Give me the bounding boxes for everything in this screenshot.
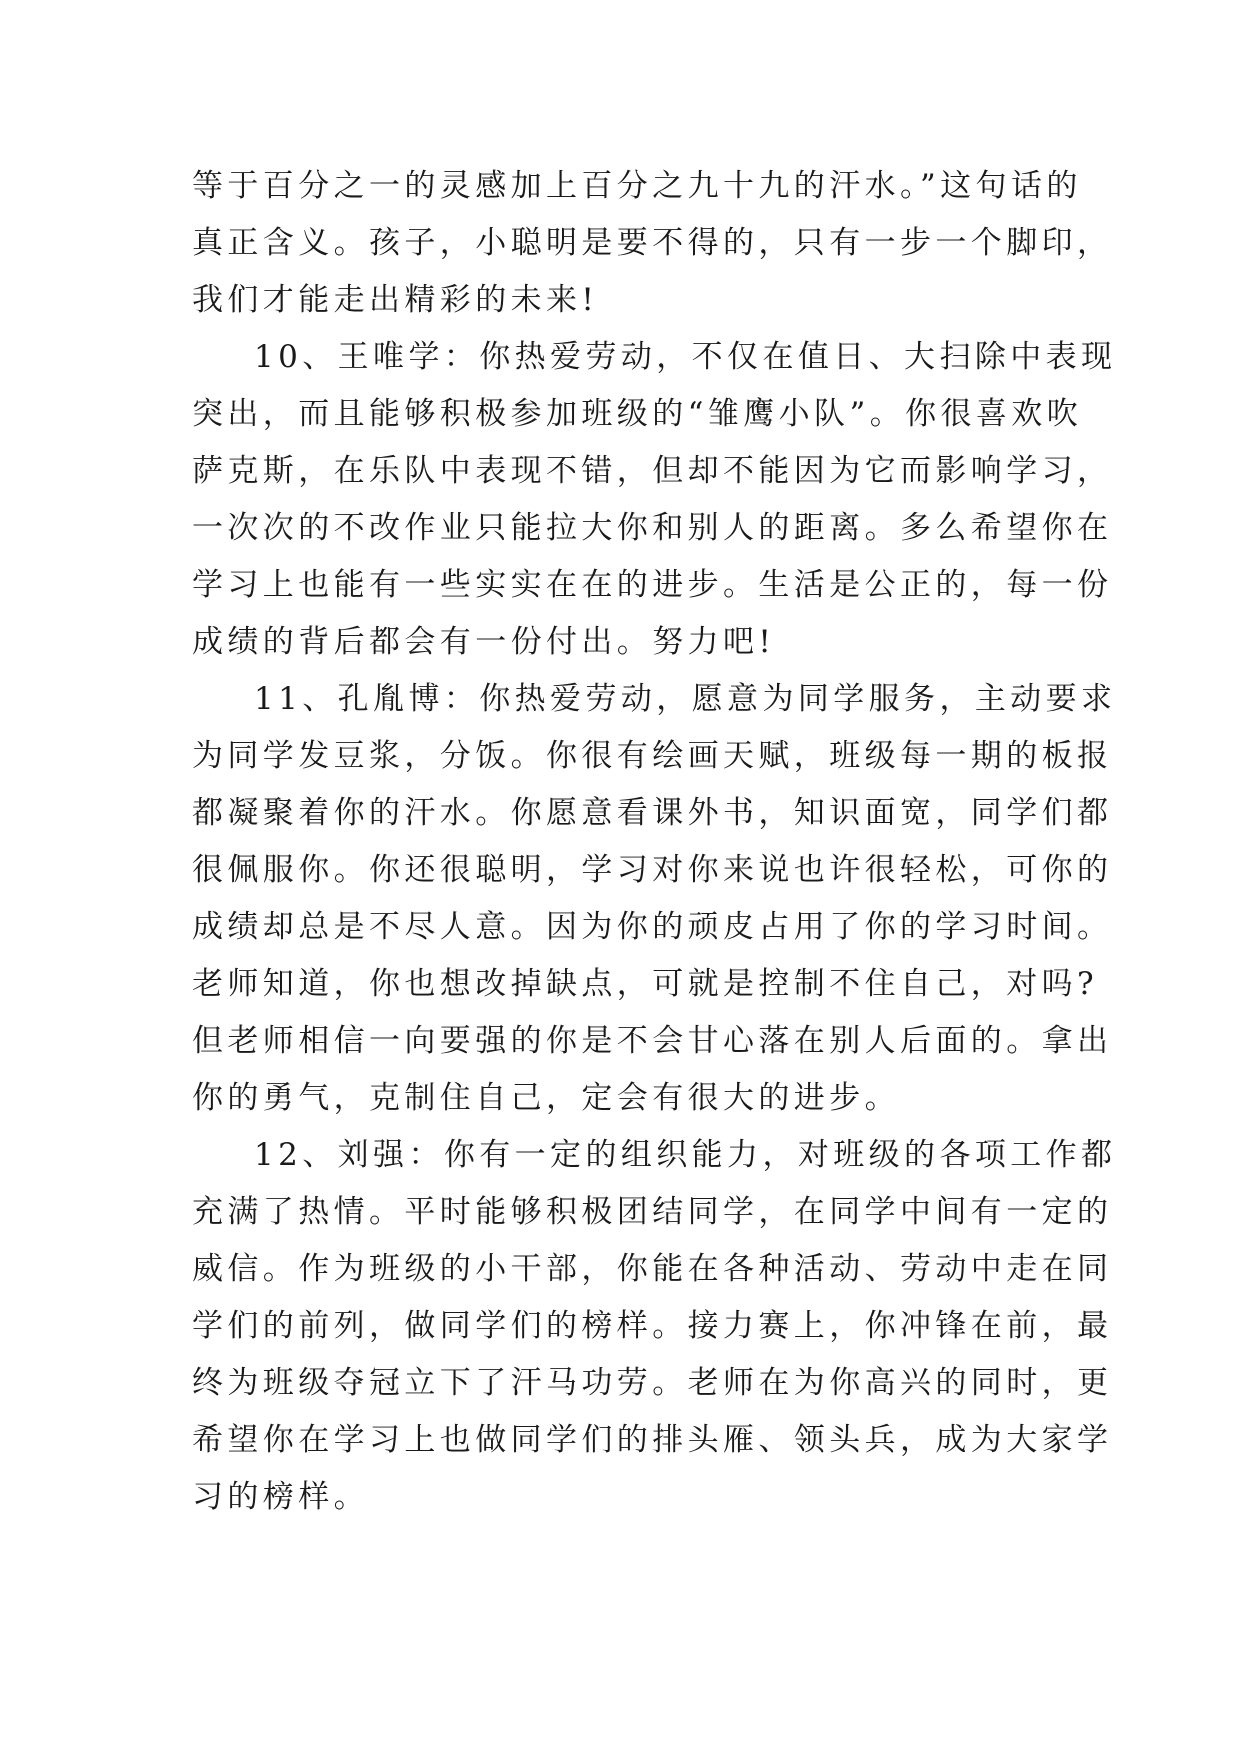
text-line: 成绩却总是不尽人意。因为你的顽皮占用了你的学习时间。 [192,909,1113,945]
text-line: 终为班级夺冠立下了汗马功劳。老师在为你高兴的同时，更 [192,1365,1113,1401]
text-line: 萨克斯，在乐队中表现不错，但却不能因为它而影响学习， [192,453,1113,489]
text-line-paragraph-start: 10、王唯学：你热爱劳动，不仅在值日、大扫除中表现 [254,339,1117,375]
text-line: 真正含义。孩子，小聪明是要不得的，只有一步一个脚印， [192,225,1113,261]
text-line: 威信。作为班级的小干部，你能在各种活动、劳动中走在同 [192,1251,1113,1287]
text-line: 突出，而且能够积极参加班级的“雏鹰小队”。你很喜欢吹 [192,396,1083,432]
text-line: 一次次的不改作业只能拉大你和别人的距离。多么希望你在 [192,510,1113,546]
text-line: 充满了热情。平时能够积极团结同学，在同学中间有一定的 [192,1194,1113,1230]
text-line-paragraph-start: 12、刘强：你有一定的组织能力，对班级的各项工作都 [254,1137,1117,1173]
text-line: 但老师相信一向要强的你是不会甘心落在别人后面的。拿出 [192,1023,1113,1059]
text-line: 希望你在学习上也做同学们的排头雁、领头兵，成为大家学 [192,1422,1113,1458]
text-line: 为同学发豆浆，分饭。你很有绘画天赋，班级每一期的板报 [192,738,1113,774]
text-line: 你的勇气，克制住自己，定会有很大的进步。 [192,1080,900,1116]
text-line: 都凝聚着你的汗水。你愿意看课外书，知识面宽，同学们都 [192,795,1113,831]
document-body [192,158,1117,1526]
text-line-paragraph-start: 11、孔胤博：你热爱劳动，愿意为同学服务，主动要求 [254,681,1117,717]
text-line: 很佩服你。你还很聪明，学习对你来说也许很轻松，可你的 [192,852,1113,888]
text-line: 等于百分之一的灵感加上百分之九十九的汗水。”这句话的 [192,168,1082,204]
text-line: 老师知道，你也想改掉缺点，可就是控制不住自己，对吗? [192,966,1099,1002]
text-line: 学们的前列，做同学们的榜样。接力赛上，你冲锋在前，最 [192,1308,1113,1344]
text-line: 成绩的背后都会有一份付出。努力吧! [192,624,776,660]
text-line: 习的榜样。 [192,1479,369,1515]
text-line: 我们才能走出精彩的未来! [192,282,599,318]
text-line: 学习上也能有一些实实在在的进步。生活是公正的，每一份 [192,567,1113,603]
